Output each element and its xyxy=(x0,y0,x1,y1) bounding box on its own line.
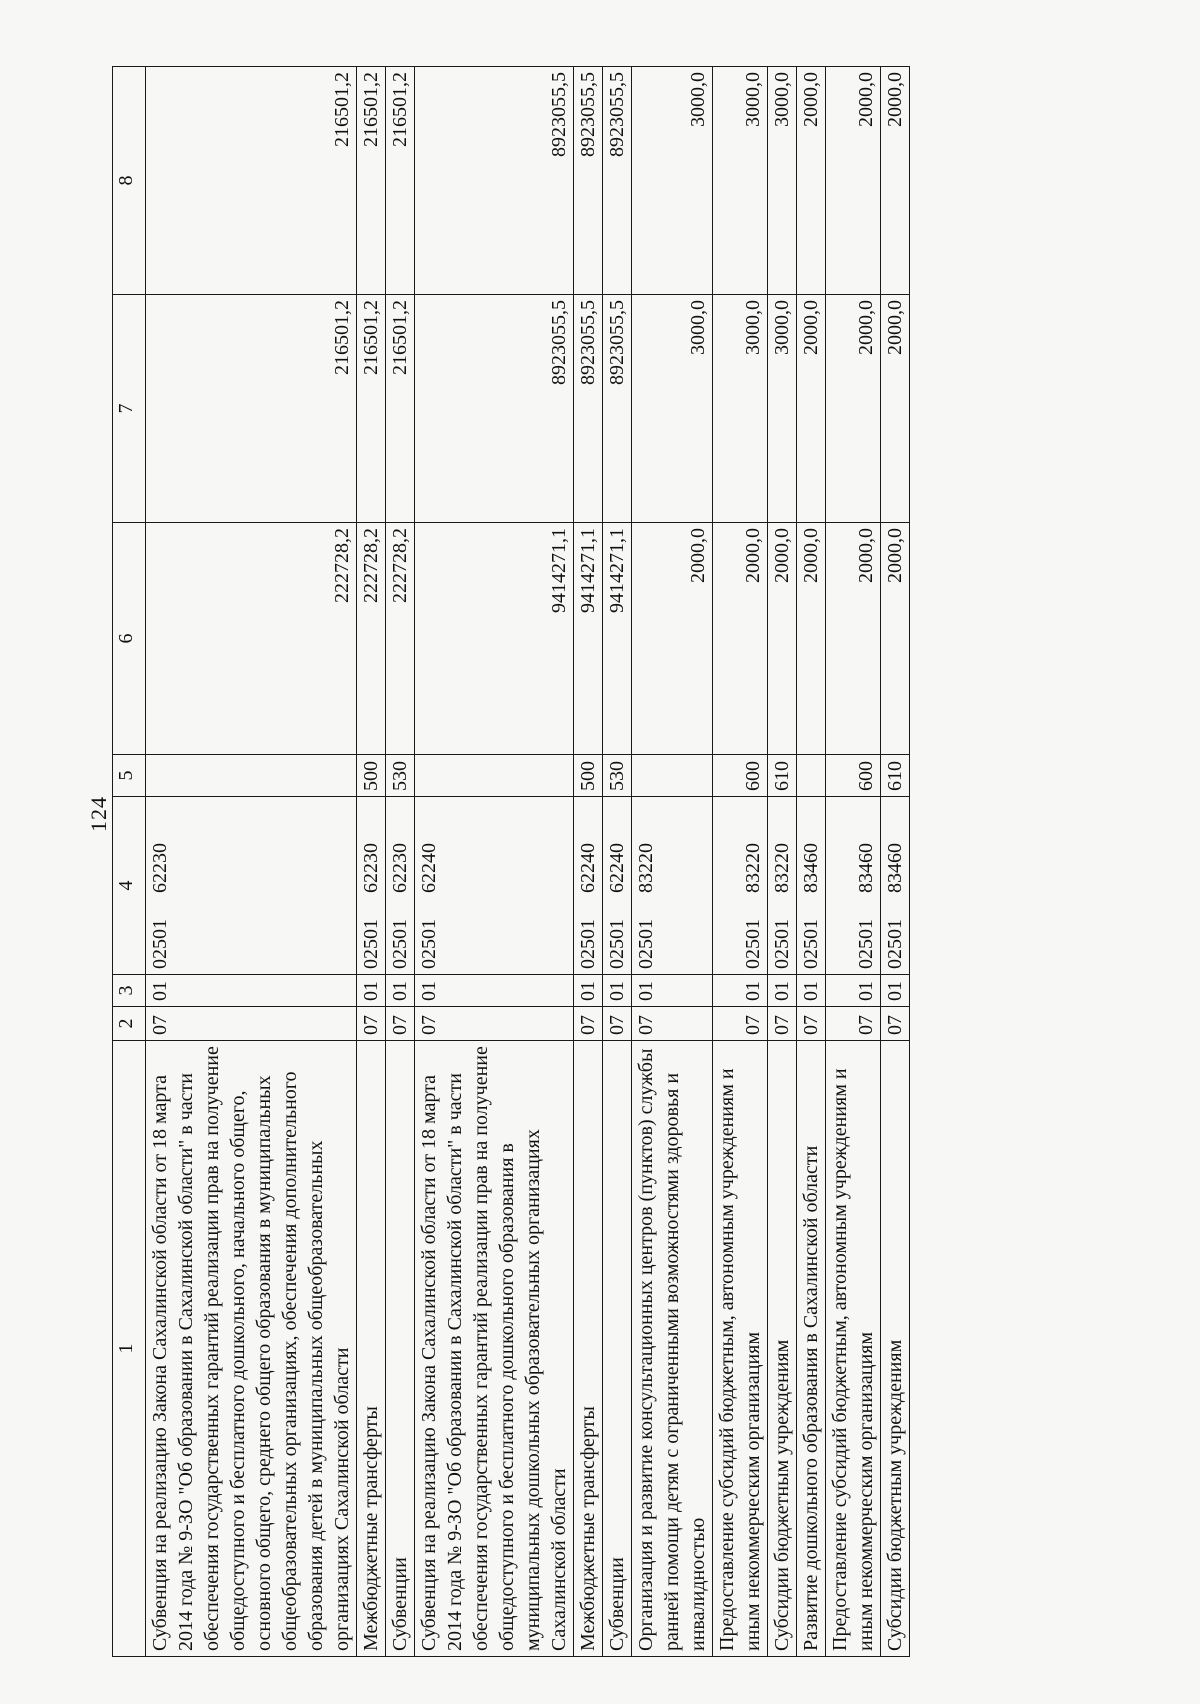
table-row xyxy=(881,67,910,1657)
amount-year2-cell: 216501,2 xyxy=(357,295,386,523)
section-code-cell: 07 xyxy=(797,1007,826,1041)
amount-year1-cell: 222728,2 xyxy=(386,523,415,755)
amount-year1-cell: 2000,0 xyxy=(768,523,797,755)
budget-table xyxy=(112,66,910,1657)
target-article-program-code: 02501 xyxy=(635,919,657,969)
target-article-direction-code: 83460 xyxy=(884,843,906,893)
target-article-program-code: 02501 xyxy=(855,919,877,969)
target-article-direction-code: 83220 xyxy=(635,843,657,893)
target-article-program-code: 02501 xyxy=(149,919,171,969)
target-article-direction-code: 62230 xyxy=(149,843,171,893)
section-code-cell: 07 xyxy=(881,1007,910,1041)
amount-year1-cell: 2000,0 xyxy=(881,523,910,755)
expense-type-cell: 530 xyxy=(603,755,632,797)
target-article-program-code: 02501 xyxy=(800,919,822,969)
table-row xyxy=(357,67,386,1657)
amount-year3-cell: 2000,0 xyxy=(826,67,881,295)
target-article-cell xyxy=(826,797,881,975)
target-article-cell xyxy=(797,797,826,975)
column-number: 6 xyxy=(113,523,146,755)
amount-year3-cell: 216501,2 xyxy=(357,67,386,295)
expense-type-cell: 600 xyxy=(713,755,768,797)
table-row xyxy=(797,67,826,1657)
amount-year2-cell: 216501,2 xyxy=(146,295,357,523)
budget-table-sheet xyxy=(112,67,1172,1657)
subsection-code-cell: 01 xyxy=(386,975,415,1007)
target-article-cell xyxy=(881,797,910,975)
amount-year1-cell: 2000,0 xyxy=(826,523,881,755)
item-name-cell: Организация и развитие консультационных центров (пунктов) службы ранней помощи детям с ограниченными возможностями здоровья и инвалидностью xyxy=(632,1041,713,1657)
item-name-cell: Межбюджетные трансферты xyxy=(357,1041,386,1657)
amount-year2-cell: 3000,0 xyxy=(632,295,713,523)
subsection-code-cell: 01 xyxy=(768,975,797,1007)
column-number-row xyxy=(113,67,146,1657)
table-row xyxy=(632,67,713,1657)
table-row xyxy=(386,67,415,1657)
amount-year3-cell: 3000,0 xyxy=(768,67,797,295)
column-number: 2 xyxy=(113,1007,146,1041)
expense-type-cell: 610 xyxy=(768,755,797,797)
target-article-direction-code: 83220 xyxy=(771,843,793,893)
section-code-cell: 07 xyxy=(713,1007,768,1041)
column-number: 3 xyxy=(113,975,146,1007)
target-article-program-code: 02501 xyxy=(418,919,440,969)
target-article-direction-code: 83220 xyxy=(742,843,764,893)
section-code-cell: 07 xyxy=(603,1007,632,1041)
amount-year1-cell: 2000,0 xyxy=(713,523,768,755)
amount-year2-cell: 2000,0 xyxy=(881,295,910,523)
item-name-cell: Предоставление субсидий бюджетным, автономным учреждениям и иным некоммерческим организациям xyxy=(826,1041,881,1657)
section-code-cell: 07 xyxy=(146,1007,357,1041)
item-name-cell: Развитие дошкольного образования в Сахалинской области xyxy=(797,1041,826,1657)
amount-year1-cell: 222728,2 xyxy=(357,523,386,755)
amount-year1-cell: 2000,0 xyxy=(797,523,826,755)
amount-year2-cell: 3000,0 xyxy=(768,295,797,523)
table-row xyxy=(146,67,357,1657)
amount-year1-cell: 9414271,1 xyxy=(603,523,632,755)
item-name-cell: Субвенции xyxy=(386,1041,415,1657)
section-code-cell: 07 xyxy=(415,1007,574,1041)
column-number: 1 xyxy=(113,1041,146,1657)
subsection-code-cell: 01 xyxy=(797,975,826,1007)
expense-type-cell: 500 xyxy=(574,755,603,797)
page-number: 124 xyxy=(86,796,111,832)
target-article-direction-code: 62240 xyxy=(577,843,599,893)
table-row xyxy=(713,67,768,1657)
target-article-cell xyxy=(713,797,768,975)
target-article-cell xyxy=(632,797,713,975)
target-article-direction-code: 83460 xyxy=(800,843,822,893)
subsection-code-cell: 01 xyxy=(357,975,386,1007)
amount-year1-cell: 2000,0 xyxy=(632,523,713,755)
subsection-code-cell: 01 xyxy=(713,975,768,1007)
amount-year3-cell: 3000,0 xyxy=(713,67,768,295)
subsection-code-cell: 01 xyxy=(574,975,603,1007)
subsection-code-cell: 01 xyxy=(632,975,713,1007)
column-number: 8 xyxy=(113,67,146,295)
amount-year3-cell: 216501,2 xyxy=(386,67,415,295)
expense-type-cell xyxy=(632,755,713,797)
expense-type-cell xyxy=(797,755,826,797)
target-article-program-code: 02501 xyxy=(360,919,382,969)
target-article-program-code: 02501 xyxy=(606,919,628,969)
amount-year2-cell: 8923055,5 xyxy=(415,295,574,523)
item-name-cell: Субвенция на реализацию Закона Сахалинской области от 18 марта 2014 года № 9-ЗО "Об образовании в Сахалинской области" в части обеспечения государственных гарантий реализации прав на получение общедоступного и бесплатного дошкольного, начального общего, основного общего, среднего общего образования в муниципальных общеобразовательных организациях, обеспечения дополнительного образования детей в муниципальных общеобразовательных организациях Сахалинской области xyxy=(146,1041,357,1657)
amount-year3-cell: 8923055,5 xyxy=(415,67,574,295)
subsection-code-cell: 01 xyxy=(146,975,357,1007)
amount-year2-cell: 3000,0 xyxy=(713,295,768,523)
item-name-cell: Субвенции xyxy=(603,1041,632,1657)
target-article-program-code: 02501 xyxy=(771,919,793,969)
table-row xyxy=(768,67,797,1657)
target-article-cell xyxy=(574,797,603,975)
section-code-cell: 07 xyxy=(632,1007,713,1041)
amount-year2-cell: 8923055,5 xyxy=(574,295,603,523)
target-article-program-code: 02501 xyxy=(884,919,906,969)
target-article-cell xyxy=(415,797,574,975)
section-code-cell: 07 xyxy=(826,1007,881,1041)
subsection-code-cell: 01 xyxy=(826,975,881,1007)
table-row xyxy=(603,67,632,1657)
amount-year3-cell: 216501,2 xyxy=(146,67,357,295)
expense-type-cell: 530 xyxy=(386,755,415,797)
item-name-cell: Межбюджетные трансферты xyxy=(574,1041,603,1657)
subsection-code-cell: 01 xyxy=(881,975,910,1007)
target-article-cell xyxy=(386,797,415,975)
section-code-cell: 07 xyxy=(574,1007,603,1041)
expense-type-cell: 600 xyxy=(826,755,881,797)
target-article-direction-code: 62240 xyxy=(418,843,440,893)
target-article-direction-code: 62230 xyxy=(360,843,382,893)
expense-type-cell: 500 xyxy=(357,755,386,797)
target-article-program-code: 02501 xyxy=(742,919,764,969)
column-number: 4 xyxy=(113,797,146,975)
subsection-code-cell: 01 xyxy=(415,975,574,1007)
expense-type-cell xyxy=(415,755,574,797)
item-name-cell: Субвенция на реализацию Закона Сахалинской области от 18 марта 2014 года № 9-ЗО "Об образовании в Сахалинской области" в части обеспечения государственных гарантий реализации прав на получение общедоступного и бесплатного дошкольного образования в муниципальных дошкольных образовательных организациях Сахалинской области xyxy=(415,1041,574,1657)
expense-type-cell: 610 xyxy=(881,755,910,797)
amount-year3-cell: 8923055,5 xyxy=(574,67,603,295)
target-article-cell xyxy=(603,797,632,975)
section-code-cell: 07 xyxy=(386,1007,415,1041)
section-code-cell: 07 xyxy=(357,1007,386,1041)
amount-year3-cell: 2000,0 xyxy=(881,67,910,295)
column-number: 5 xyxy=(113,755,146,797)
target-article-cell xyxy=(768,797,797,975)
table-row xyxy=(415,67,574,1657)
amount-year3-cell: 8923055,5 xyxy=(603,67,632,295)
section-code-cell: 07 xyxy=(768,1007,797,1041)
expense-type-cell xyxy=(146,755,357,797)
amount-year3-cell: 2000,0 xyxy=(797,67,826,295)
item-name-cell: Субсидии бюджетным учреждениям xyxy=(881,1041,910,1657)
table-row xyxy=(826,67,881,1657)
amount-year2-cell: 2000,0 xyxy=(797,295,826,523)
target-article-direction-code: 62240 xyxy=(606,843,628,893)
amount-year2-cell: 2000,0 xyxy=(826,295,881,523)
subsection-code-cell: 01 xyxy=(603,975,632,1007)
amount-year1-cell: 9414271,1 xyxy=(415,523,574,755)
table-row xyxy=(574,67,603,1657)
amount-year2-cell: 216501,2 xyxy=(386,295,415,523)
amount-year2-cell: 8923055,5 xyxy=(603,295,632,523)
amount-year1-cell: 9414271,1 xyxy=(574,523,603,755)
target-article-program-code: 02501 xyxy=(577,919,599,969)
amount-year1-cell: 222728,2 xyxy=(146,523,357,755)
column-number: 7 xyxy=(113,295,146,523)
target-article-cell xyxy=(357,797,386,975)
target-article-direction-code: 62230 xyxy=(389,843,411,893)
target-article-cell xyxy=(146,797,357,975)
item-name-cell: Предоставление субсидий бюджетным, автономным учреждениям и иным некоммерческим организациям xyxy=(713,1041,768,1657)
target-article-program-code: 02501 xyxy=(389,919,411,969)
item-name-cell: Субсидии бюджетным учреждениям xyxy=(768,1041,797,1657)
amount-year3-cell: 3000,0 xyxy=(632,67,713,295)
target-article-direction-code: 83460 xyxy=(855,843,877,893)
